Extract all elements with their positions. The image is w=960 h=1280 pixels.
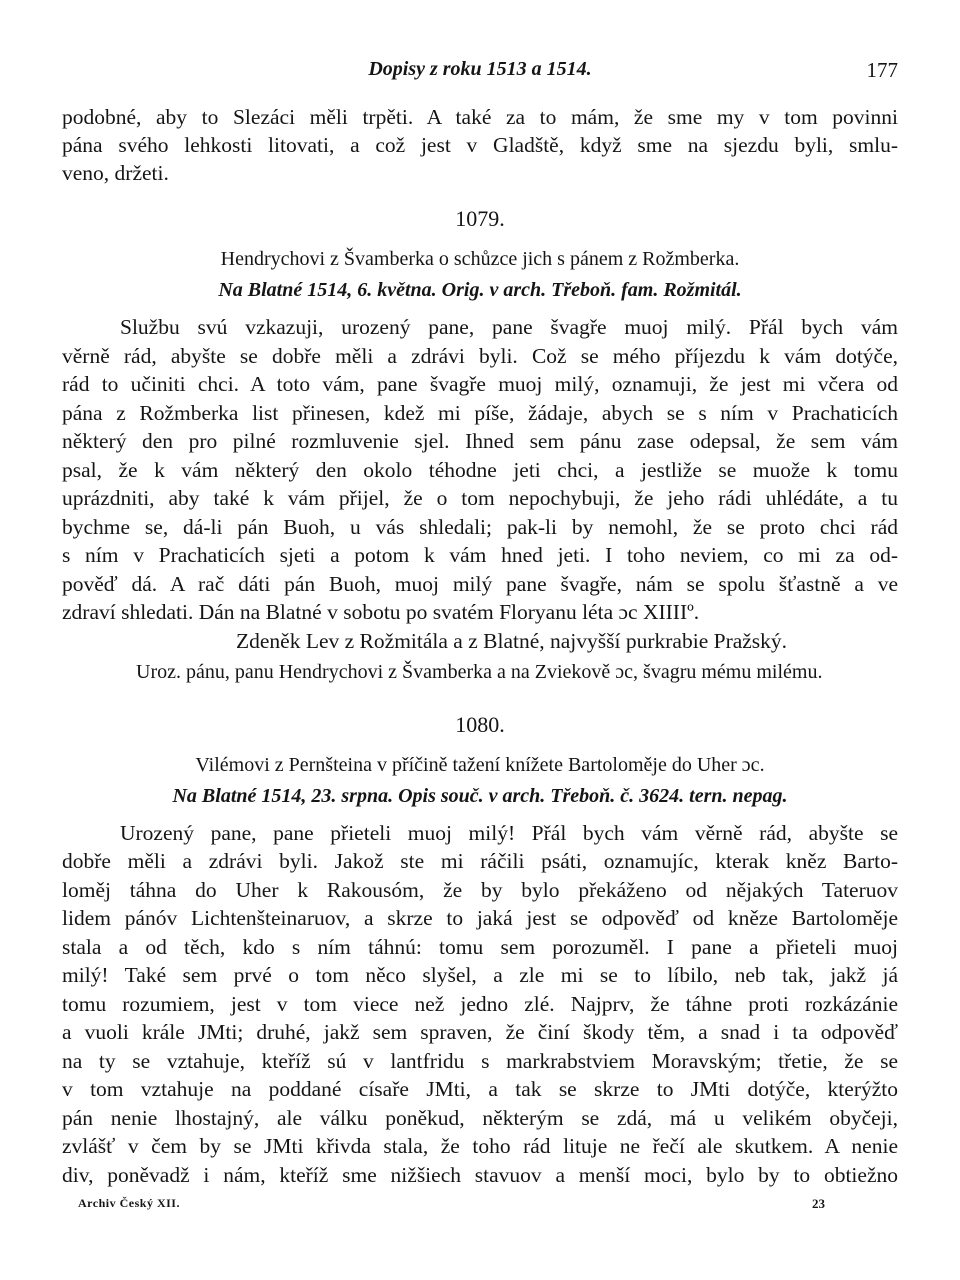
text-line: rád to učiniti chci. A toto vám, pane švagře muoj milý, oznamuji, že jest mi včera od (62, 372, 898, 396)
text-line: veno, držeti. (62, 161, 169, 185)
signature-line: Zdeněk Lev z Rožmitála a z Blatné, najvyšší purkrabie Pražský. (236, 629, 788, 653)
text-line: tomu rozumiem, jest v tom viece než jedno zlé. Najprv, že táhne proti rozkázánie (62, 992, 898, 1016)
text-line: v tom vztahuje na poddané císaře JMti, a tak se skrze to JMti dotýče, kterýžto (62, 1077, 898, 1101)
text-line: Službu svú vzkazuji, urozený pane, pane švagře muoj milý. Přál bych vám (120, 315, 898, 339)
document-page (62, 0, 898, 1280)
text-line: pán nenie lhostajný, ale válku poněkud, některým se zdá, má u velikém obyčeji, (62, 1106, 898, 1130)
text-line: zdraví shledati. Dán na Blatné v sobotu po svatém Floryanu léta ɔc XIIIIº. (62, 600, 700, 624)
running-header (62, 58, 898, 82)
text-line: loměj táhna do Uher k Rakousóm, že by bylo překáženo od nějakých Tateruov (62, 878, 898, 902)
document-source: Na Blatné 1514, 6. května. Orig. v arch. Třeboň. fam. Rožmitál. (218, 279, 742, 301)
text-line: milý! Také sem prvé o tom něco slyšel, a zle mi se to líbilo, neb tak, jakž já (62, 963, 898, 987)
text-line: pána svého lehkosti litovati, a což jest v Gladště, když sme na sjezdu byli, smlu- (62, 133, 898, 157)
text-line: div, poněvadž i nám, kteříž sme nižšiech stavuov a menší moci, bylo by to obtiežno (62, 1163, 898, 1187)
text-line: věrně rád, abyšte se dobře měli a zdrávi byli. Což se mého příjezdu k vám dotýče, (62, 344, 898, 368)
text-line: uprázdniti, aby také k vám přijel, že o tom nepochybuji, že jeho rádi uhlédáte, a tu (62, 486, 898, 510)
page-number: 177 (866, 58, 898, 82)
footer-signature: Archiv Český XII. (78, 1196, 180, 1210)
text-line: psal, že k vám některý den okolo téhodne jeti chci, a jestliže se muože k tomu (62, 458, 898, 482)
text-line: pověď dá. A rač dáti pán Buoh, muoj milý pane švagře, nám se spolu šťastně a ve (62, 572, 898, 596)
text-line: dobře měli a zdrávi byli. Jakož ste mi ráčili psáti, oznamujíc, kterak kněz Barto- (62, 849, 898, 873)
text-line: lidem pánóv Lichtenšteinaruov, a skrze to jaká jest se odpověď od kněze Bartoloměje (62, 906, 898, 930)
document-number: 1080. (455, 712, 505, 737)
footer-sheet-number: 23 (812, 1196, 825, 1211)
text-line: stala a od těch, kdo s ním táhnú: tomu sem porozuměl. I pane a přieteli muoj (62, 935, 898, 959)
text-line: a vuoli krále JMti; druhé, jakž sem spraven, že činí škody těm, a snad i ta odpověď (62, 1020, 898, 1044)
document-heading: Vilémovi z Pernšteina v příčině tažení knížete Bartoloměje do Uher ɔc. (195, 754, 765, 776)
document-source: Na Blatné 1514, 23. srpna. Opis souč. v arch. Třeboň. č. 3624. tern. nepag. (172, 785, 788, 807)
text-line: pána z Rožmberka list přinesen, kdež mi píše, žádaje, abych se s ním v Prachaticích (62, 401, 898, 425)
text-line: podobné, aby to Slezáci měli trpěti. A také za to mám, že sme my v tom povinni (62, 105, 898, 129)
text-line: některý den pro pilné rozmluvenie sjel. Ihned sem pánu zase odepsal, že sem vám (62, 429, 898, 453)
document-heading: Hendrychovi z Švamberka o schůzce jich s pánem z Rožmberka. (220, 248, 740, 270)
text-line: bychme se, dá-li pán Buoh, u vás shledali; pak-li by nemohl, že se proto chci rád (62, 515, 898, 539)
address-line: Uroz. pánu, panu Hendrychovi z Švamberka a na Zviekově ɔc, švagru mému milému. (136, 661, 823, 683)
running-title: Dopisy z roku 1513 a 1514. (368, 58, 592, 80)
text-line: na ty se vztahuje, kteříž sú v lantfridu s markrabstviem Moravským; třetie, že se (62, 1049, 898, 1073)
text-line: Urozený pane, pane přieteli muoj milý! Přál bych vám věrně rád, abyšte se (120, 821, 898, 845)
text-line: zvlášť v čem by se JMti křivda stala, že toho rád lituje ne řečí ale skutkem. A nenie (62, 1134, 898, 1158)
document-number: 1079. (455, 206, 505, 231)
text-line: s ním v Prachaticích sjeti a potom k vám hned jeti. I toho neviem, co mi za od- (62, 543, 898, 567)
